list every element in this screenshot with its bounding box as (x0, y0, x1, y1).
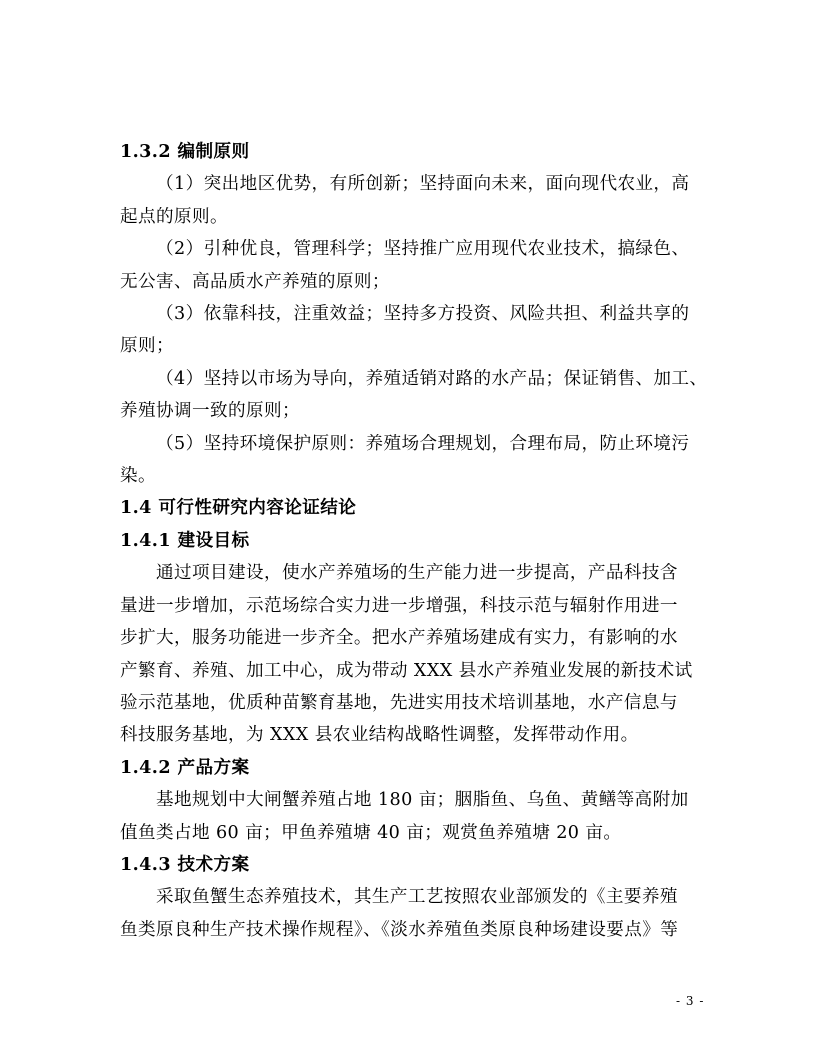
document-body (120, 136, 708, 946)
paragraph-line: 值鱼类占地 60 亩；甲鱼养殖塘 40 亩；观赏鱼养殖塘 20 亩。 (120, 822, 622, 843)
paragraph-line: 采取鱼蟹生态养殖技术，其生产工艺按照农业部颁发的《主要养殖 (156, 887, 678, 908)
paragraph-line: 养殖协调一致的原则； (120, 401, 300, 422)
paragraph-line: 染。 (120, 466, 156, 487)
paragraph-line: 通过项目建设，使水产养殖场的生产能力进一步提高，产品科技含 (156, 563, 678, 584)
paragraph-line: 无公害、高品质水产养殖的原则； (120, 271, 390, 292)
section-heading: 1.4.2 产品方案 (120, 756, 250, 778)
paragraph-line: 鱼类原良种生产技术操作规程》、《淡水养殖鱼类原良种场建设要点》等 (120, 919, 679, 940)
paragraph-line: （4）坚持以市场为导向，养殖适销对路的水产品；保证销售、加工、 (156, 368, 708, 389)
paragraph-line: 科技服务基地，为 XXX 县农业结构战略性调整，发挥带动作用。 (120, 725, 639, 746)
paragraph-line: 产繁育、养殖、加工中心，成为带动 XXX 县水产养殖业发展的新技术试 (120, 660, 693, 681)
paragraph-line: （2）引种优良，管理科学；坚持推广应用现代农业技术，搞绿色、 (156, 239, 690, 260)
paragraph-line: 量进一步增加，示范场综合实力进一步增强，科技示范与辐射作用进一 (120, 595, 678, 616)
paragraph-line: 起点的原则。 (120, 206, 228, 227)
paragraph-line: 步扩大，服务功能进一步齐全。把水产养殖场建成有实力，有影响的水 (120, 628, 678, 649)
paragraph-line: （5）坚持环境保护原则：养殖场合理规划，合理布局，防止环境污 (156, 433, 690, 454)
paragraph-line: 原则； (120, 336, 174, 357)
section-heading: 1.4 可行性研究内容论证结论 (120, 497, 357, 519)
section-heading: 1.4.1 建设目标 (120, 529, 250, 551)
page-number: - 3 - (676, 994, 705, 1008)
paragraph-line: （1）突出地区优势，有所创新；坚持面向未来，面向现代农业，高 (156, 174, 690, 195)
section-heading: 1.4.3 技术方案 (120, 853, 250, 875)
section-heading: 1.3.2 编制原则 (120, 141, 250, 162)
paragraph-line: （3）依靠科技，注重效益；坚持多方投资、风险共担、利益共享的 (156, 304, 690, 325)
paragraph-line: 基地规划中大闸蟹养殖占地 180 亩；胭脂鱼、乌鱼、黄鳝等高附加 (156, 790, 689, 811)
paragraph-line: 验示范基地，优质种苗繁育基地，先进实用技术培训基地，水产信息与 (120, 692, 678, 713)
